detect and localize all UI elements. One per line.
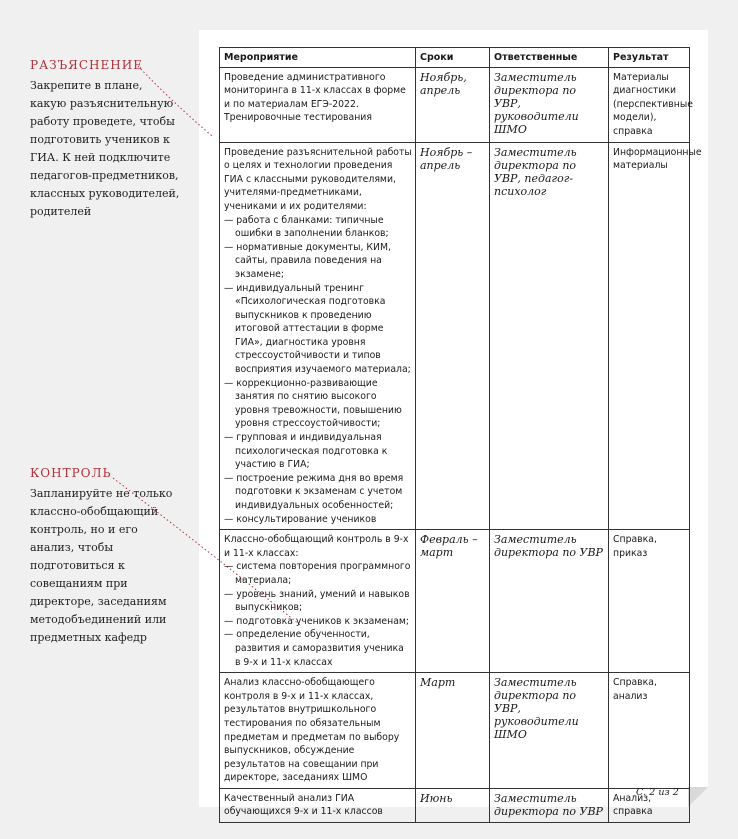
result-cell: Справка, анализ [609, 673, 690, 789]
table-row [220, 142, 690, 530]
list-item: — подготовка учеников к экзаменам; [224, 615, 410, 627]
table-row [220, 673, 690, 789]
list-item: — консультирование учеников [224, 513, 377, 525]
list-item: — коррекционно-развивающие занятия по снятию высокого уровня тревожности, повышению уровня стрессоустойчивости; [224, 377, 402, 430]
event-plan-table [219, 47, 702, 823]
list-item: — система повторения программного материала; [224, 561, 411, 586]
page-fold-corner [688, 787, 708, 807]
responsible-cell: Заместитель директора по УВР, педагог-психолог [490, 142, 609, 530]
term-cell: Июнь [416, 788, 490, 822]
list-item: — определение обученности, развития и саморазвития ученика в 9-х и 11-х классах [224, 629, 404, 668]
responsible-cell: Заместитель директора по УВР [490, 530, 609, 673]
header-event: Мероприятие [220, 48, 416, 68]
header-term: Сроки [416, 48, 490, 68]
page-number: С. 2 из 2 [636, 787, 679, 798]
event-text: Проведение административного мониторинга в 11-х классах в форме и по материалам ЕГЭ-2022. Тренировочные тестирования [224, 71, 406, 124]
list-item: — нормативные документы, КИМ, сайты, правила поведения на экзамене; [224, 241, 391, 280]
term-cell: Февраль – март [416, 530, 490, 673]
result-cell: Анализ, справка [609, 788, 690, 822]
event-text: Анализ классно-обобщающего контроля в 9-х и 11-х классах, результатов внутришкольного тестирования по обязательным предметам и предметам по выбору выпускников, обсуждение результатов на совещании при директоре, заседаниях ШМО [224, 677, 400, 784]
header-responsible: Ответственные [490, 48, 609, 68]
note-text: Запланируйте не только классно-обобщающий контроль, но и его анализ, чтобы подготовиться к совещаниям при директоре, заседаниям методобъединений или предметных кафедр [30, 487, 173, 644]
table-row [220, 67, 690, 142]
responsible-cell: Заместитель директора по УВР [490, 788, 609, 822]
event-text: Качественный анализ ГИА обучающихся 9-х и 11-х классов [224, 792, 383, 818]
term-cell: Ноябрь, апрель [416, 67, 490, 142]
list-item: — групповая и индивидуальная психологическая подготовка к участию в ГИА; [224, 432, 388, 471]
event-text: Классно-обобщающий контроль в 9-х и 11-х классах: [224, 534, 409, 559]
result-cell: Материалы диагностики (перспективные модели), справка [609, 67, 690, 142]
sidebar-note-control [30, 466, 182, 647]
list-item: — уровень знаний, умений и навыков выпускников; [224, 588, 410, 614]
event-cell [220, 530, 416, 673]
header-result: Результат [609, 48, 690, 68]
note-text: Закрепите в плане, какую разъяснительную работу проведете, чтобы подготовить учеников к ГИА. К ней подключите педагогов-предметников, классных руководителей, родителей [30, 79, 180, 218]
result-cell: Справка, приказ [609, 530, 690, 673]
table-header-row [220, 48, 690, 68]
note-title: РАЗЪЯСНЕНИЕ [30, 58, 143, 72]
event-cell [220, 673, 416, 789]
sidebar-note-explanation [30, 58, 182, 221]
table-row [220, 530, 690, 673]
event-text: Проведение разъяснительной работы о целях и технологии проведения ГИА с классными руководителями, учителями-предметниками, учениками и их родителями: [224, 146, 412, 212]
event-cell [220, 788, 416, 822]
event-cell [220, 67, 416, 142]
list-item: — построение режима дня во время подготовки к экзаменам с учетом индивидуальных особенностей; [224, 472, 404, 511]
list-item: — работа с бланками: типичные ошибки в заполнении бланков; [224, 214, 389, 240]
list-item: — индивидуальный тренинг «Психологическая подготовка выпускников к проведению итоговой аттестации в форме ГИА», диагностика уровня стрессоустойчивости и типов восприятия изучаемого материала; [224, 282, 411, 376]
note-title: КОНТРОЛЬ [30, 466, 112, 480]
term-cell: Март [416, 673, 490, 789]
table-row [220, 788, 690, 822]
term-cell: Ноябрь – апрель [416, 142, 490, 530]
responsible-cell: Заместитель директора по УВР, руководители ШМО [490, 673, 609, 789]
event-cell [220, 142, 416, 530]
responsible-cell: Заместитель директора по УВР, руководители ШМО [490, 67, 609, 142]
result-cell: Информационные материалы [609, 142, 690, 530]
